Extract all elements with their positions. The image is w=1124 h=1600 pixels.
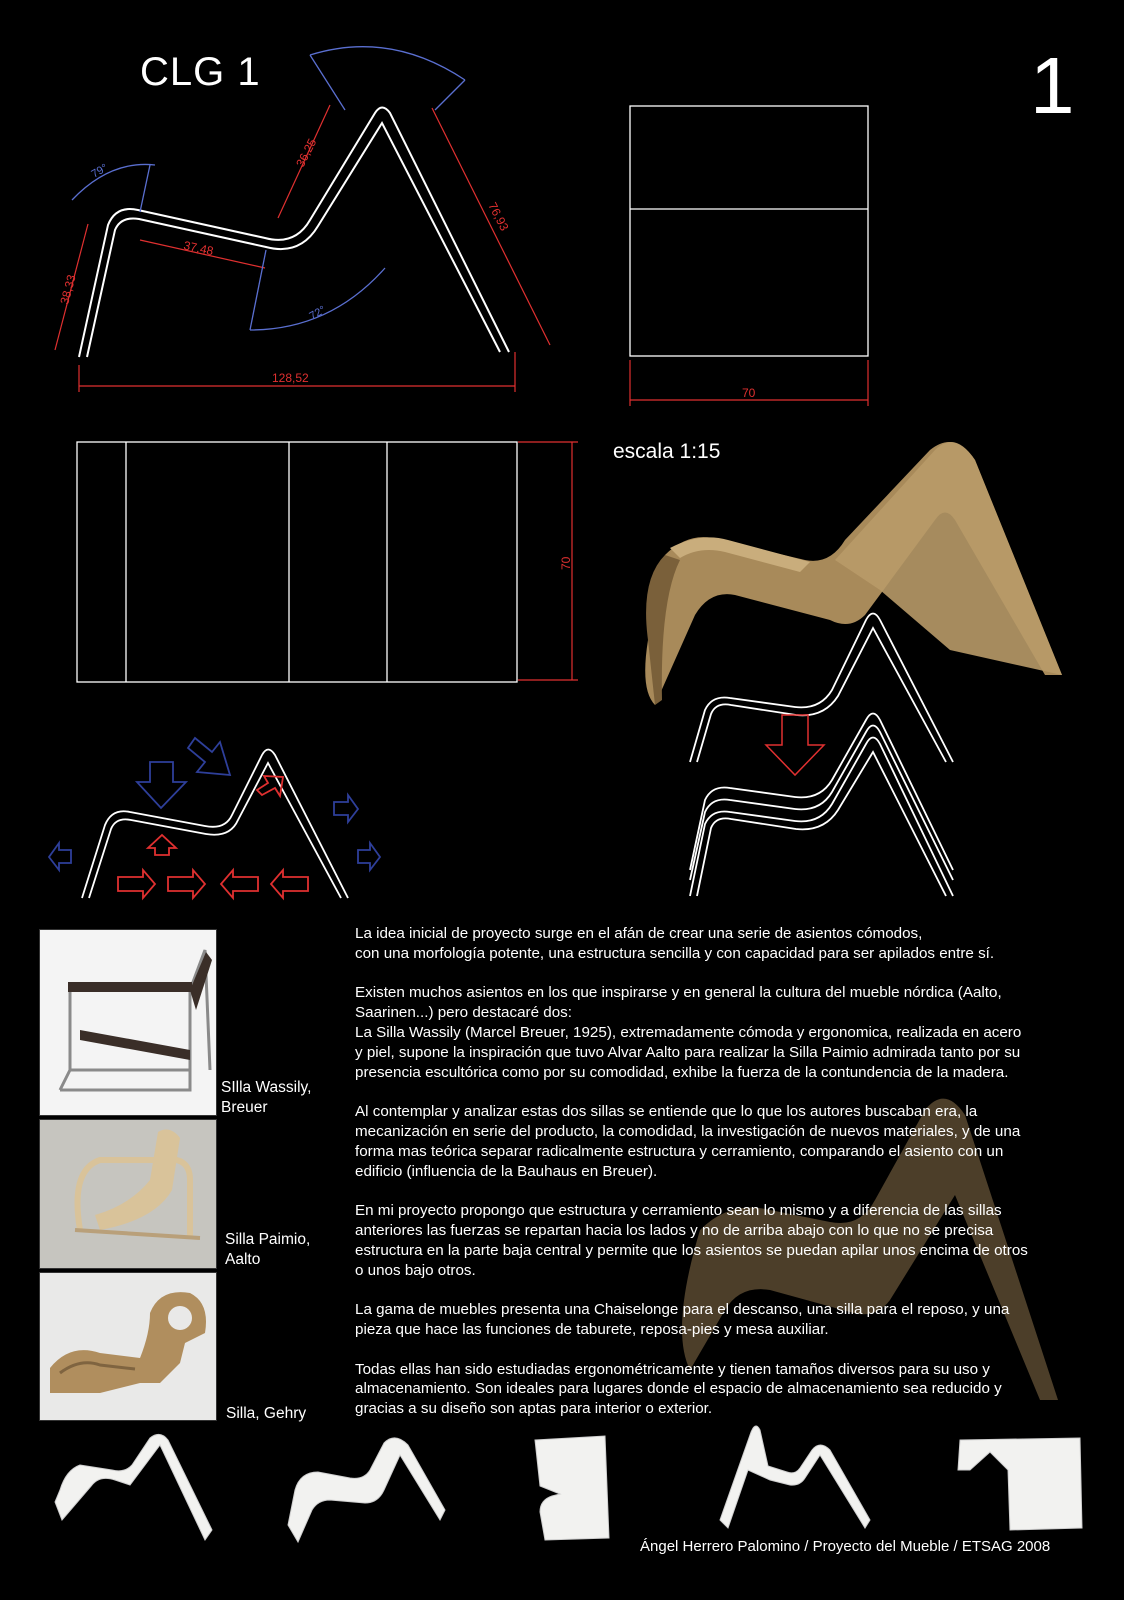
caption-gehry-line1: Silla, Gehry	[226, 1405, 307, 1422]
plan-view	[77, 442, 517, 682]
paragraph-6: Todas ellas han sido estudiadas ergonométricamente y tienen tamaños diversos para su uso y almacenamiento. Son ideales para lugares donde el espacio de almacenamiento sea reducido y gracias a su diseño son aptas para interior o exterior.	[355, 1360, 1002, 1418]
angle-seat: 72°	[307, 303, 328, 323]
dim-width-top: 70	[742, 386, 756, 400]
stack-down-arrow	[766, 715, 824, 775]
caption-gehry	[226, 1404, 306, 1424]
red-force-arrows	[118, 776, 308, 898]
paimio-chair-image	[40, 1120, 216, 1268]
front-view	[630, 106, 868, 356]
caption-wassily-line2: Breuer	[221, 1099, 268, 1116]
photo-gehry	[39, 1272, 217, 1421]
angle-front: 79°	[89, 161, 110, 181]
dim-width-plan: 70	[559, 556, 573, 570]
product-renders	[55, 1426, 1082, 1542]
gehry-chair-image	[40, 1273, 216, 1420]
paragraph-3: Al contemplar y analizar estas dos sillas se entiende que lo que los autores buscaban era, la mecanización en serie del producto, la comodidad, la investigación de nuevos materiales, y de una forma mas teórica separar radicalmente estructura y cerramiento, comparando el asiento con un edificio (influencia de la Bauhaus en Breuer).	[355, 1103, 1021, 1180]
paragraph-1: La idea inicial de proyecto surge en el afán de crear una serie de asientos cómodos, con una morfología potente, una estructura sencilla y con capacidad para ser apilados entre sí.	[355, 925, 995, 962]
author-footer: Ángel Herrero Palomino / Proyecto del Mueble / ETSAG 2008	[640, 1538, 1051, 1555]
scale-label: escala 1:15	[613, 440, 721, 463]
stacking-profiles	[690, 614, 953, 897]
dim-back: 76,93	[485, 200, 512, 234]
caption-paimio	[225, 1230, 310, 1270]
dim-height: 38,33	[57, 273, 79, 306]
paragraph-5: La gama de muebles presenta una Chaiselonge para el descanso, una silla para el reposo, y una pieza que hace las funciones de taburete, reposa-pies y mesa auxiliar.	[355, 1301, 1010, 1338]
photo-wassily	[39, 929, 217, 1116]
blue-force-arrows	[49, 738, 380, 870]
dim-up: 36,25	[293, 136, 320, 170]
dim-seat: 37,48	[182, 238, 215, 259]
dim-length: 128,52	[272, 371, 309, 385]
caption-paimio-line2: Aalto	[225, 1251, 261, 1268]
wassily-chair-image	[40, 930, 216, 1115]
paragraph-4: En mi proyecto propongo que estructura y cerramiento sean lo mismo y a diferencia de las sillas anteriores las fuerzas se repartan hacia los lados y no de arriba abajo con lo que no se precisa estructura en la parte baja central y permite que los asientos se puedan apilar unos encima de otros o unos bajo otros.	[355, 1202, 1028, 1279]
caption-wassily	[221, 1078, 311, 1118]
project-description	[355, 924, 1095, 1439]
poster-title: CLG 1	[140, 50, 261, 94]
caption-paimio-line1: Silla Paimio,	[225, 1231, 311, 1248]
photo-paimio	[39, 1119, 217, 1269]
forces-profile	[82, 750, 348, 899]
paragraph-2: Existen muchos asientos en los que inspirarse y en general la cultura del mueble nórdica (Aalto, Saarinen...) pero destacaré dos: La Silla Wassily (Marcel Breuer, 1925), extremadamente cómoda y ergonomica, realizada en acero y piel, supone la inspiración que tuvo Alvar Aalto para realizar la Silla Paimio admirada tanto por su presencia escultórica como por su comodidad, exhibe la fuerza de la contundencia de la madera.	[355, 984, 1022, 1081]
angle-arcs	[72, 47, 465, 330]
page-number: 1	[1030, 41, 1075, 130]
side-elevation-profile	[79, 108, 512, 358]
caption-wassily-line1: SIlla Wassily,	[221, 1079, 312, 1096]
